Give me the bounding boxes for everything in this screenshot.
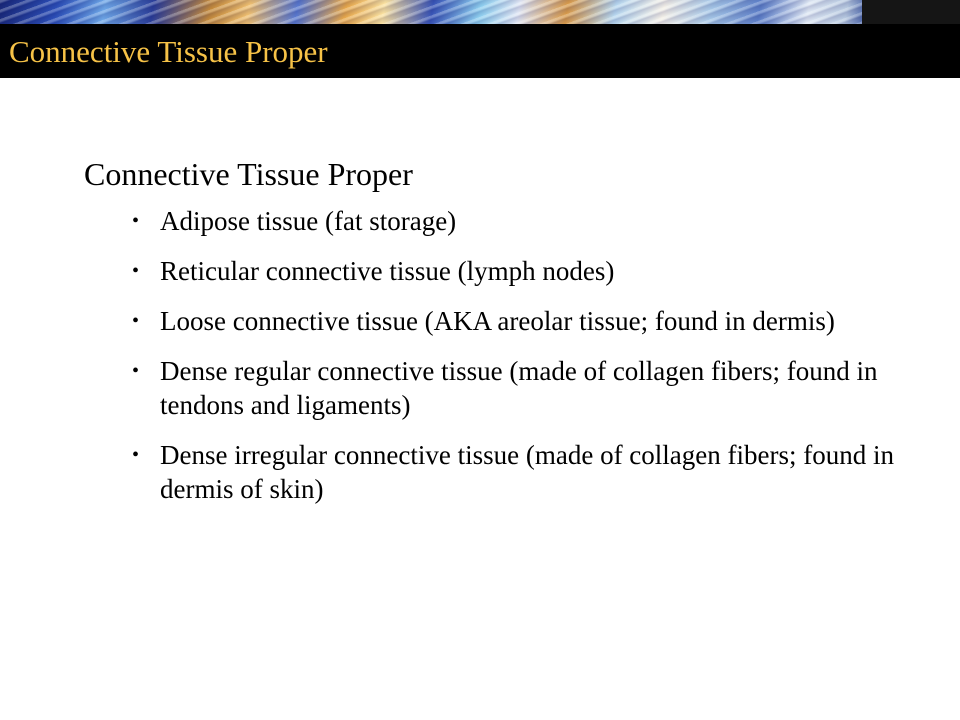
slide-content — [84, 154, 934, 522]
bullet-icon: • — [132, 360, 140, 382]
content-heading: Connective Tissue Proper — [84, 156, 413, 192]
list-item — [128, 204, 934, 238]
bullet-text: Loose connective tissue (AKA areolar tissue; found in dermis) — [160, 306, 835, 336]
bullet-text: Reticular connective tissue (lymph nodes) — [160, 256, 615, 286]
bullet-text: Dense regular connective tissue (made of collagen fibers; found in tendons and ligaments) — [160, 356, 878, 420]
banner-streaks — [0, 0, 960, 24]
list-item — [128, 304, 934, 338]
bullet-icon: • — [132, 260, 140, 282]
bullet-list — [84, 204, 934, 506]
decorative-banner — [0, 0, 960, 24]
list-item — [128, 254, 934, 288]
list-item — [128, 354, 934, 422]
bullet-text: Dense irregular connective tissue (made of collagen fibers; found in dermis of skin) — [160, 440, 894, 504]
bullet-icon: • — [132, 210, 140, 232]
bullet-icon: • — [132, 310, 140, 332]
slide-title: Connective Tissue Proper — [9, 34, 328, 69]
bullet-text: Adipose tissue (fat storage) — [160, 206, 457, 236]
bullet-icon: • — [132, 444, 140, 466]
list-item — [128, 438, 934, 506]
banner-dark-corner — [862, 0, 960, 24]
